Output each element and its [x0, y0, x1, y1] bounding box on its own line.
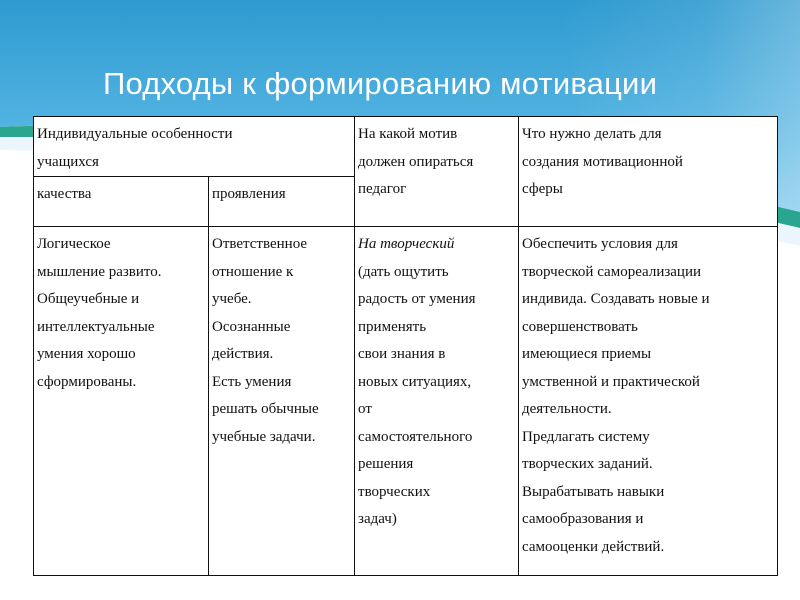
- text-line: действия.: [212, 346, 274, 362]
- text-line: сформированы.: [37, 373, 137, 390]
- text-line: решать обычные: [212, 401, 319, 417]
- text-line: Индивидуальные особенности: [37, 126, 233, 142]
- text-line: Логическое: [37, 236, 111, 252]
- text-line: интеллектуальные: [37, 318, 155, 335]
- cell-quality: [34, 227, 209, 576]
- text-line: сферы: [522, 181, 563, 197]
- text-line: проявления: [212, 186, 286, 202]
- text-line: творческой самореализации: [522, 263, 702, 280]
- text-line: мышление развито.: [37, 263, 162, 280]
- table-row: [34, 227, 778, 576]
- text-line: самооценки действий.: [522, 538, 665, 555]
- text-line: самообразования и: [522, 511, 644, 527]
- text-line: Вырабатывать навыки: [522, 483, 665, 500]
- cell-action: [519, 227, 778, 576]
- text-line: умственной и практической: [522, 373, 700, 390]
- header-manifestations: [209, 177, 355, 227]
- text-line: самостоятельного: [358, 428, 473, 445]
- text-line: умения хорошо: [37, 346, 136, 362]
- text-line: Осознанные: [212, 318, 291, 335]
- header-what-to-do: [519, 117, 778, 227]
- header-motive: [355, 117, 519, 227]
- text-line-italic: На творческий: [358, 236, 455, 252]
- text-line: задач): [358, 511, 397, 527]
- text-line: Обеспечить условия для: [522, 236, 678, 252]
- text-line: учащихся: [37, 153, 99, 170]
- text-line: имеющиеся приемы: [522, 346, 652, 362]
- text-line: решения: [358, 456, 414, 472]
- cell-motive: [355, 227, 519, 576]
- text-line: качества: [37, 186, 92, 202]
- header-individual-features: [34, 117, 355, 177]
- text-line: свои знания в: [358, 346, 446, 362]
- text-line: от: [358, 401, 372, 417]
- text-line: Ответственное: [212, 236, 308, 252]
- text-line: учебе.: [212, 291, 252, 307]
- slide-title: Подходы к формированию мотивации: [103, 66, 658, 101]
- text-line: создания мотивационной: [522, 153, 683, 170]
- text-line: На какой мотив: [358, 126, 458, 142]
- text-line: деятельности.: [522, 401, 612, 417]
- text-line: отношение к: [212, 263, 294, 280]
- table-header-row: [34, 117, 778, 177]
- text-line: Общеучебные и: [37, 291, 140, 307]
- cell-manifestation: [209, 227, 355, 576]
- text-line: индивида. Создавать новые и: [522, 291, 710, 307]
- text-line: творческих: [358, 483, 431, 500]
- text-line: (дать ощутить: [358, 263, 449, 280]
- text-line: Есть умения: [212, 373, 292, 390]
- motivation-table: [33, 116, 778, 576]
- text-line: учебные задачи.: [212, 428, 316, 445]
- text-line: совершенствовать: [522, 318, 638, 335]
- text-line: новых ситуациях,: [358, 373, 472, 390]
- text-line: Что нужно делать для: [522, 126, 662, 142]
- text-line: радость от умения: [358, 291, 476, 307]
- text-line: Предлагать систему: [522, 428, 650, 445]
- text-line: применять: [358, 318, 427, 335]
- text-line: творческих заданий.: [522, 456, 653, 472]
- header-qualities: [34, 177, 209, 227]
- text-line: педагог: [358, 181, 407, 197]
- text-line: должен опираться: [358, 153, 474, 170]
